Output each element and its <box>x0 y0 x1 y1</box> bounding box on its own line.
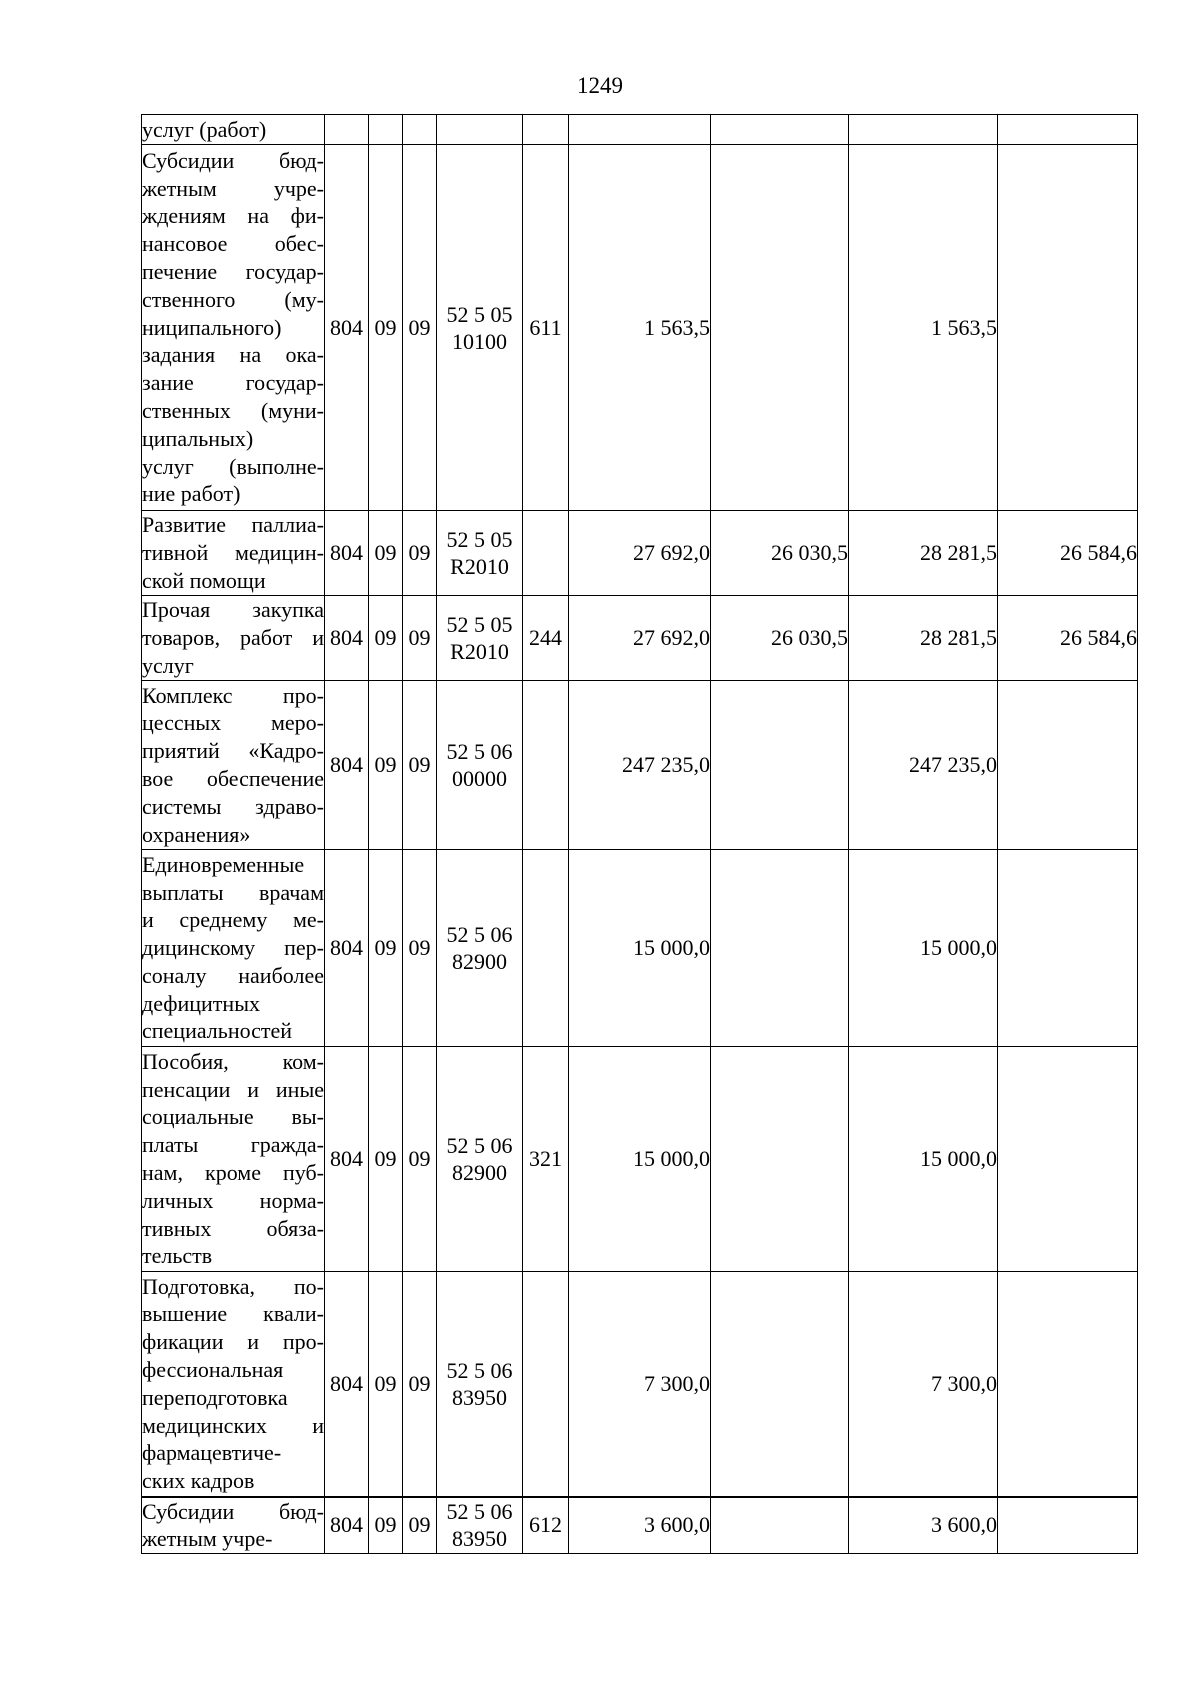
description-line: услуг (выполне- <box>142 453 324 479</box>
description-line: Развитие паллиа- <box>142 512 324 538</box>
cell-amount-2 <box>711 115 849 145</box>
description-line: выплаты врачам <box>142 879 324 905</box>
cell-expense-type: 321 <box>523 1047 569 1272</box>
description-line: Пособия, ком- <box>142 1048 324 1074</box>
cell-subsection: 09 <box>403 1272 437 1497</box>
description-line: Прочая закупка <box>142 597 324 623</box>
description-line: нам, кроме пуб- <box>142 1160 324 1185</box>
cell-description <box>142 115 325 145</box>
cell-subsection: 09 <box>403 681 437 850</box>
cell-subsection <box>403 115 437 145</box>
cell-amount-1 <box>569 115 711 145</box>
cell-section: 09 <box>369 1047 403 1272</box>
cell-amount-2: 26 030,5 <box>711 511 849 596</box>
description-line: ждениям на фи- <box>142 203 324 229</box>
description-line: ственных (муни- <box>142 397 324 423</box>
table-row <box>142 1497 1138 1554</box>
cell-ministry: 804 <box>325 1272 369 1497</box>
description-line: охранения» <box>142 821 251 847</box>
cell-description <box>142 145 325 511</box>
target-article-part: 82900 <box>452 1160 507 1185</box>
cell-ministry: 804 <box>325 1497 369 1554</box>
description-line: Комплекс про- <box>142 682 324 708</box>
cell-description <box>142 1272 325 1497</box>
cell-expense-type <box>523 115 569 145</box>
description-line: вышение квали- <box>142 1301 324 1327</box>
description-line: переподготовка <box>142 1384 288 1410</box>
cell-amount-4 <box>998 115 1138 145</box>
target-article-part: 83950 <box>452 1384 507 1410</box>
description-line: тивных обяза- <box>142 1215 324 1241</box>
description-line: приятий «Кадро- <box>142 738 324 764</box>
cell-amount-3: 247 235,0 <box>849 681 998 850</box>
description-line: услуг (работ) <box>142 116 267 142</box>
description-line: ских кадров <box>142 1468 255 1494</box>
cell-section: 09 <box>369 850 403 1047</box>
table-row <box>142 1272 1138 1497</box>
description-line: фессиональная <box>142 1356 284 1382</box>
cell-section <box>369 115 403 145</box>
cell-expense-type: 611 <box>523 145 569 511</box>
cell-amount-4 <box>998 145 1138 511</box>
budget-table <box>141 114 1138 1554</box>
description-line: печение государ- <box>142 259 324 284</box>
cell-amount-1: 1 563,5 <box>569 145 711 511</box>
cell-target-article <box>437 1047 523 1272</box>
cell-amount-1: 27 692,0 <box>569 511 711 596</box>
description-line: товаров, работ и <box>142 625 324 651</box>
description-line: медицинских и <box>142 1412 324 1438</box>
description-line: тельств <box>142 1243 213 1269</box>
cell-expense-type <box>523 1272 569 1497</box>
target-article-part: R2010 <box>450 639 509 664</box>
description-line: личных норма- <box>142 1187 324 1213</box>
target-article-part: 52 5 06 <box>446 1499 513 1525</box>
target-article-part: 00000 <box>452 766 507 791</box>
cell-description <box>142 596 325 681</box>
page-number: 1249 <box>577 73 623 98</box>
cell-amount-1: 27 692,0 <box>569 596 711 681</box>
target-article-part: R2010 <box>450 554 509 579</box>
cell-ministry: 804 <box>325 850 369 1047</box>
description-line: ской помощи <box>142 567 266 593</box>
cell-target-article <box>437 850 523 1047</box>
description-line: соналу наиболее <box>142 962 324 988</box>
description-line: пенсации и иные <box>142 1076 324 1102</box>
cell-ministry: 804 <box>325 511 369 596</box>
cell-amount-3: 28 281,5 <box>849 596 998 681</box>
description-line: системы здраво- <box>142 793 324 819</box>
description-line: Субсидии бюд- <box>142 147 324 173</box>
cell-subsection: 09 <box>403 511 437 596</box>
target-article-part: 52 5 06 <box>446 1357 513 1383</box>
cell-expense-type: 612 <box>523 1497 569 1554</box>
cell-amount-2 <box>711 681 849 850</box>
target-article-part: 10100 <box>452 328 507 354</box>
cell-target-article <box>437 1497 523 1554</box>
description-line: зание государ- <box>142 370 324 396</box>
table-row <box>142 681 1138 850</box>
cell-subsection: 09 <box>403 145 437 511</box>
cell-expense-type <box>523 681 569 850</box>
cell-target-article <box>437 511 523 596</box>
cell-amount-1: 3 600,0 <box>569 1497 711 1554</box>
cell-section: 09 <box>369 145 403 511</box>
cell-amount-4 <box>998 1497 1138 1554</box>
description-line: дефицитных <box>142 990 260 1016</box>
table-row <box>142 145 1138 511</box>
cell-description <box>142 1047 325 1272</box>
cell-description <box>142 850 325 1047</box>
cell-ministry: 804 <box>325 596 369 681</box>
cell-section: 09 <box>369 681 403 850</box>
description-line: ние работ) <box>142 481 241 507</box>
description-line: фармацевтиче- <box>142 1440 282 1466</box>
description-line: дицинскому пер- <box>142 935 324 961</box>
cell-ministry <box>325 115 369 145</box>
cell-expense-type: 244 <box>523 596 569 681</box>
description-line: Единовременные <box>142 851 305 877</box>
cell-target-article <box>437 681 523 850</box>
cell-target-article <box>437 596 523 681</box>
target-article-part: 82900 <box>452 949 507 974</box>
table-row <box>142 511 1138 596</box>
description-line: и среднему ме- <box>142 907 324 933</box>
cell-amount-1: 15 000,0 <box>569 850 711 1047</box>
cell-ministry: 804 <box>325 1047 369 1272</box>
cell-amount-3: 15 000,0 <box>849 850 998 1047</box>
cell-subsection: 09 <box>403 1497 437 1554</box>
cell-amount-3: 15 000,0 <box>849 1047 998 1272</box>
cell-target-article <box>437 115 523 145</box>
cell-amount-1: 247 235,0 <box>569 681 711 850</box>
target-article-part: 52 5 06 <box>446 922 513 947</box>
cell-expense-type <box>523 850 569 1047</box>
cell-description <box>142 511 325 596</box>
cell-description <box>142 1497 325 1554</box>
table-row <box>142 115 1138 145</box>
description-line: ниципального) <box>142 314 282 340</box>
description-line: жетным учре- <box>142 175 324 201</box>
target-article-part: 52 5 05 <box>446 527 513 552</box>
target-article-part: 52 5 06 <box>446 1133 513 1158</box>
cell-ministry: 804 <box>325 681 369 850</box>
cell-expense-type <box>523 511 569 596</box>
cell-amount-1: 7 300,0 <box>569 1272 711 1497</box>
cell-section: 09 <box>369 511 403 596</box>
table-body <box>142 115 1138 1554</box>
cell-amount-3: 3 600,0 <box>849 1497 998 1554</box>
cell-amount-2 <box>711 145 849 511</box>
description-line: специальностей <box>142 1018 293 1044</box>
description-line: платы гражда- <box>142 1132 324 1158</box>
cell-section: 09 <box>369 1272 403 1497</box>
description-line: цессных меро- <box>142 710 324 736</box>
cell-amount-2 <box>711 850 849 1047</box>
description-line: Субсидии бюд- <box>142 1498 324 1524</box>
description-line: Подготовка, по- <box>142 1273 324 1299</box>
target-article-part: 83950 <box>452 1526 507 1552</box>
table-row <box>142 850 1138 1047</box>
description-line: ципальных) <box>142 425 254 451</box>
cell-amount-4 <box>998 850 1138 1047</box>
target-article-part: 52 5 05 <box>446 612 513 637</box>
table-row <box>142 1047 1138 1272</box>
description-line: вое обеспечение <box>142 766 324 791</box>
cell-amount-1: 15 000,0 <box>569 1047 711 1272</box>
cell-section: 09 <box>369 596 403 681</box>
cell-amount-2: 26 030,5 <box>711 596 849 681</box>
cell-amount-3: 1 563,5 <box>849 145 998 511</box>
table-row <box>142 596 1138 681</box>
description-line: жетным учре- <box>142 1526 273 1552</box>
cell-amount-3 <box>849 115 998 145</box>
cell-section: 09 <box>369 1497 403 1554</box>
cell-ministry: 804 <box>325 145 369 511</box>
cell-amount-4: 26 584,6 <box>998 511 1138 596</box>
cell-amount-4 <box>998 1047 1138 1272</box>
description-line: услуг <box>142 652 194 678</box>
description-line: фикации и про- <box>142 1329 324 1355</box>
cell-amount-2 <box>711 1047 849 1272</box>
cell-description <box>142 681 325 850</box>
target-article-part: 52 5 05 <box>446 301 513 327</box>
description-line: ственного (му- <box>142 286 324 312</box>
cell-subsection: 09 <box>403 850 437 1047</box>
cell-amount-2 <box>711 1272 849 1497</box>
cell-amount-4 <box>998 681 1138 850</box>
cell-amount-4: 26 584,6 <box>998 596 1138 681</box>
cell-amount-3: 28 281,5 <box>849 511 998 596</box>
description-line: нансовое обес- <box>142 231 324 257</box>
description-line: задания на ока- <box>142 342 324 368</box>
cell-target-article <box>437 1272 523 1497</box>
description-line: социальные вы- <box>142 1104 324 1130</box>
target-article-part: 52 5 06 <box>446 739 513 764</box>
cell-amount-4 <box>998 1272 1138 1497</box>
cell-subsection: 09 <box>403 596 437 681</box>
cell-subsection: 09 <box>403 1047 437 1272</box>
cell-target-article <box>437 145 523 511</box>
description-line: тивной медицин- <box>142 540 324 566</box>
cell-amount-2 <box>711 1497 849 1554</box>
cell-amount-3: 7 300,0 <box>849 1272 998 1497</box>
